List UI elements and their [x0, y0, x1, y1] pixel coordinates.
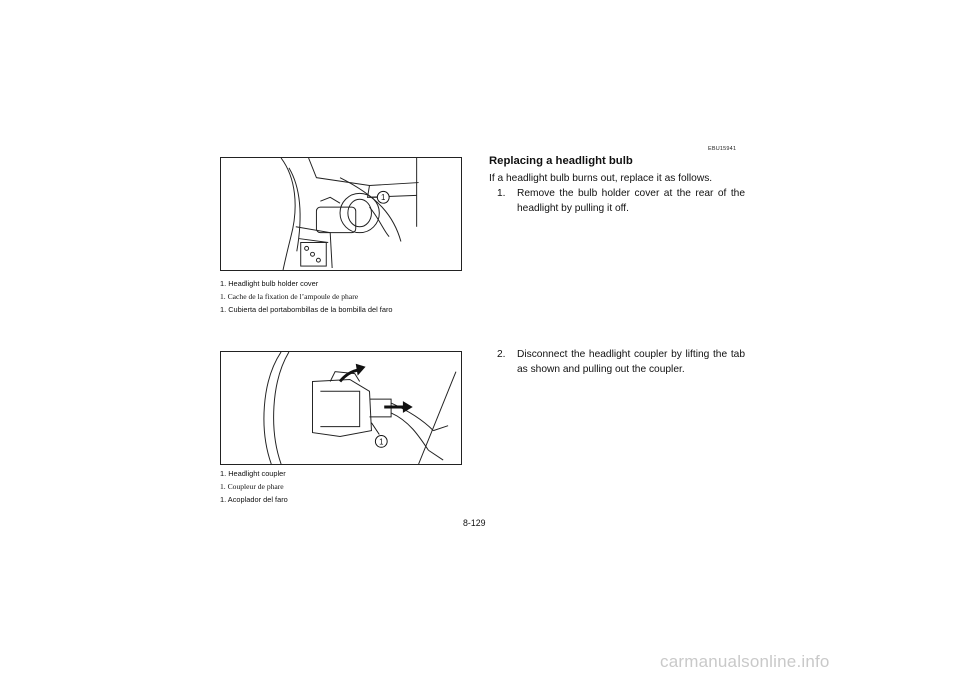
section-title: Replacing a headlight bulb	[489, 155, 633, 167]
bulb-holder-illustration	[221, 158, 461, 270]
section-intro: If a headlight bulb burns out, replace it as follows.	[489, 173, 713, 184]
callout-marker	[375, 436, 387, 448]
section-code: EBU15941	[708, 146, 737, 152]
step-item	[497, 186, 745, 216]
figure1-captions	[220, 277, 480, 316]
caption-en: 1. Headlight coupler	[220, 469, 286, 478]
page-number: 8-129	[463, 518, 486, 528]
caption-fr: 1. Cache de la fixation de l’ampoule de phare	[220, 292, 359, 301]
callout-number: 1	[379, 437, 384, 447]
step-text: Remove the bulb holder cover at the rear of the headlight by pulling it off.	[517, 188, 745, 214]
step-number: 2.	[497, 349, 506, 360]
coupler-illustration	[221, 352, 461, 464]
step-number: 1.	[497, 188, 506, 199]
caption-en: 1. Headlight bulb holder cover	[220, 279, 319, 288]
figure-bulb-holder-cover	[220, 157, 462, 271]
caption-fr: 1. Coupleur de phare	[220, 482, 284, 491]
caption-es: 1. Cubierta del portabombillas de la bombilla del faro	[220, 305, 393, 314]
callout-number: 1	[381, 193, 386, 203]
step-item	[497, 347, 745, 377]
caption-es: 1. Acoplador del faro	[220, 495, 288, 504]
figure-headlight-coupler	[220, 351, 462, 465]
callout-marker	[377, 191, 389, 203]
watermark[interactable]: carmanualsonline.info	[660, 652, 830, 671]
step-text: Disconnect the headlight coupler by lifting the tab as shown and pulling out the coupler.	[517, 349, 745, 375]
figure2-captions	[220, 467, 480, 506]
